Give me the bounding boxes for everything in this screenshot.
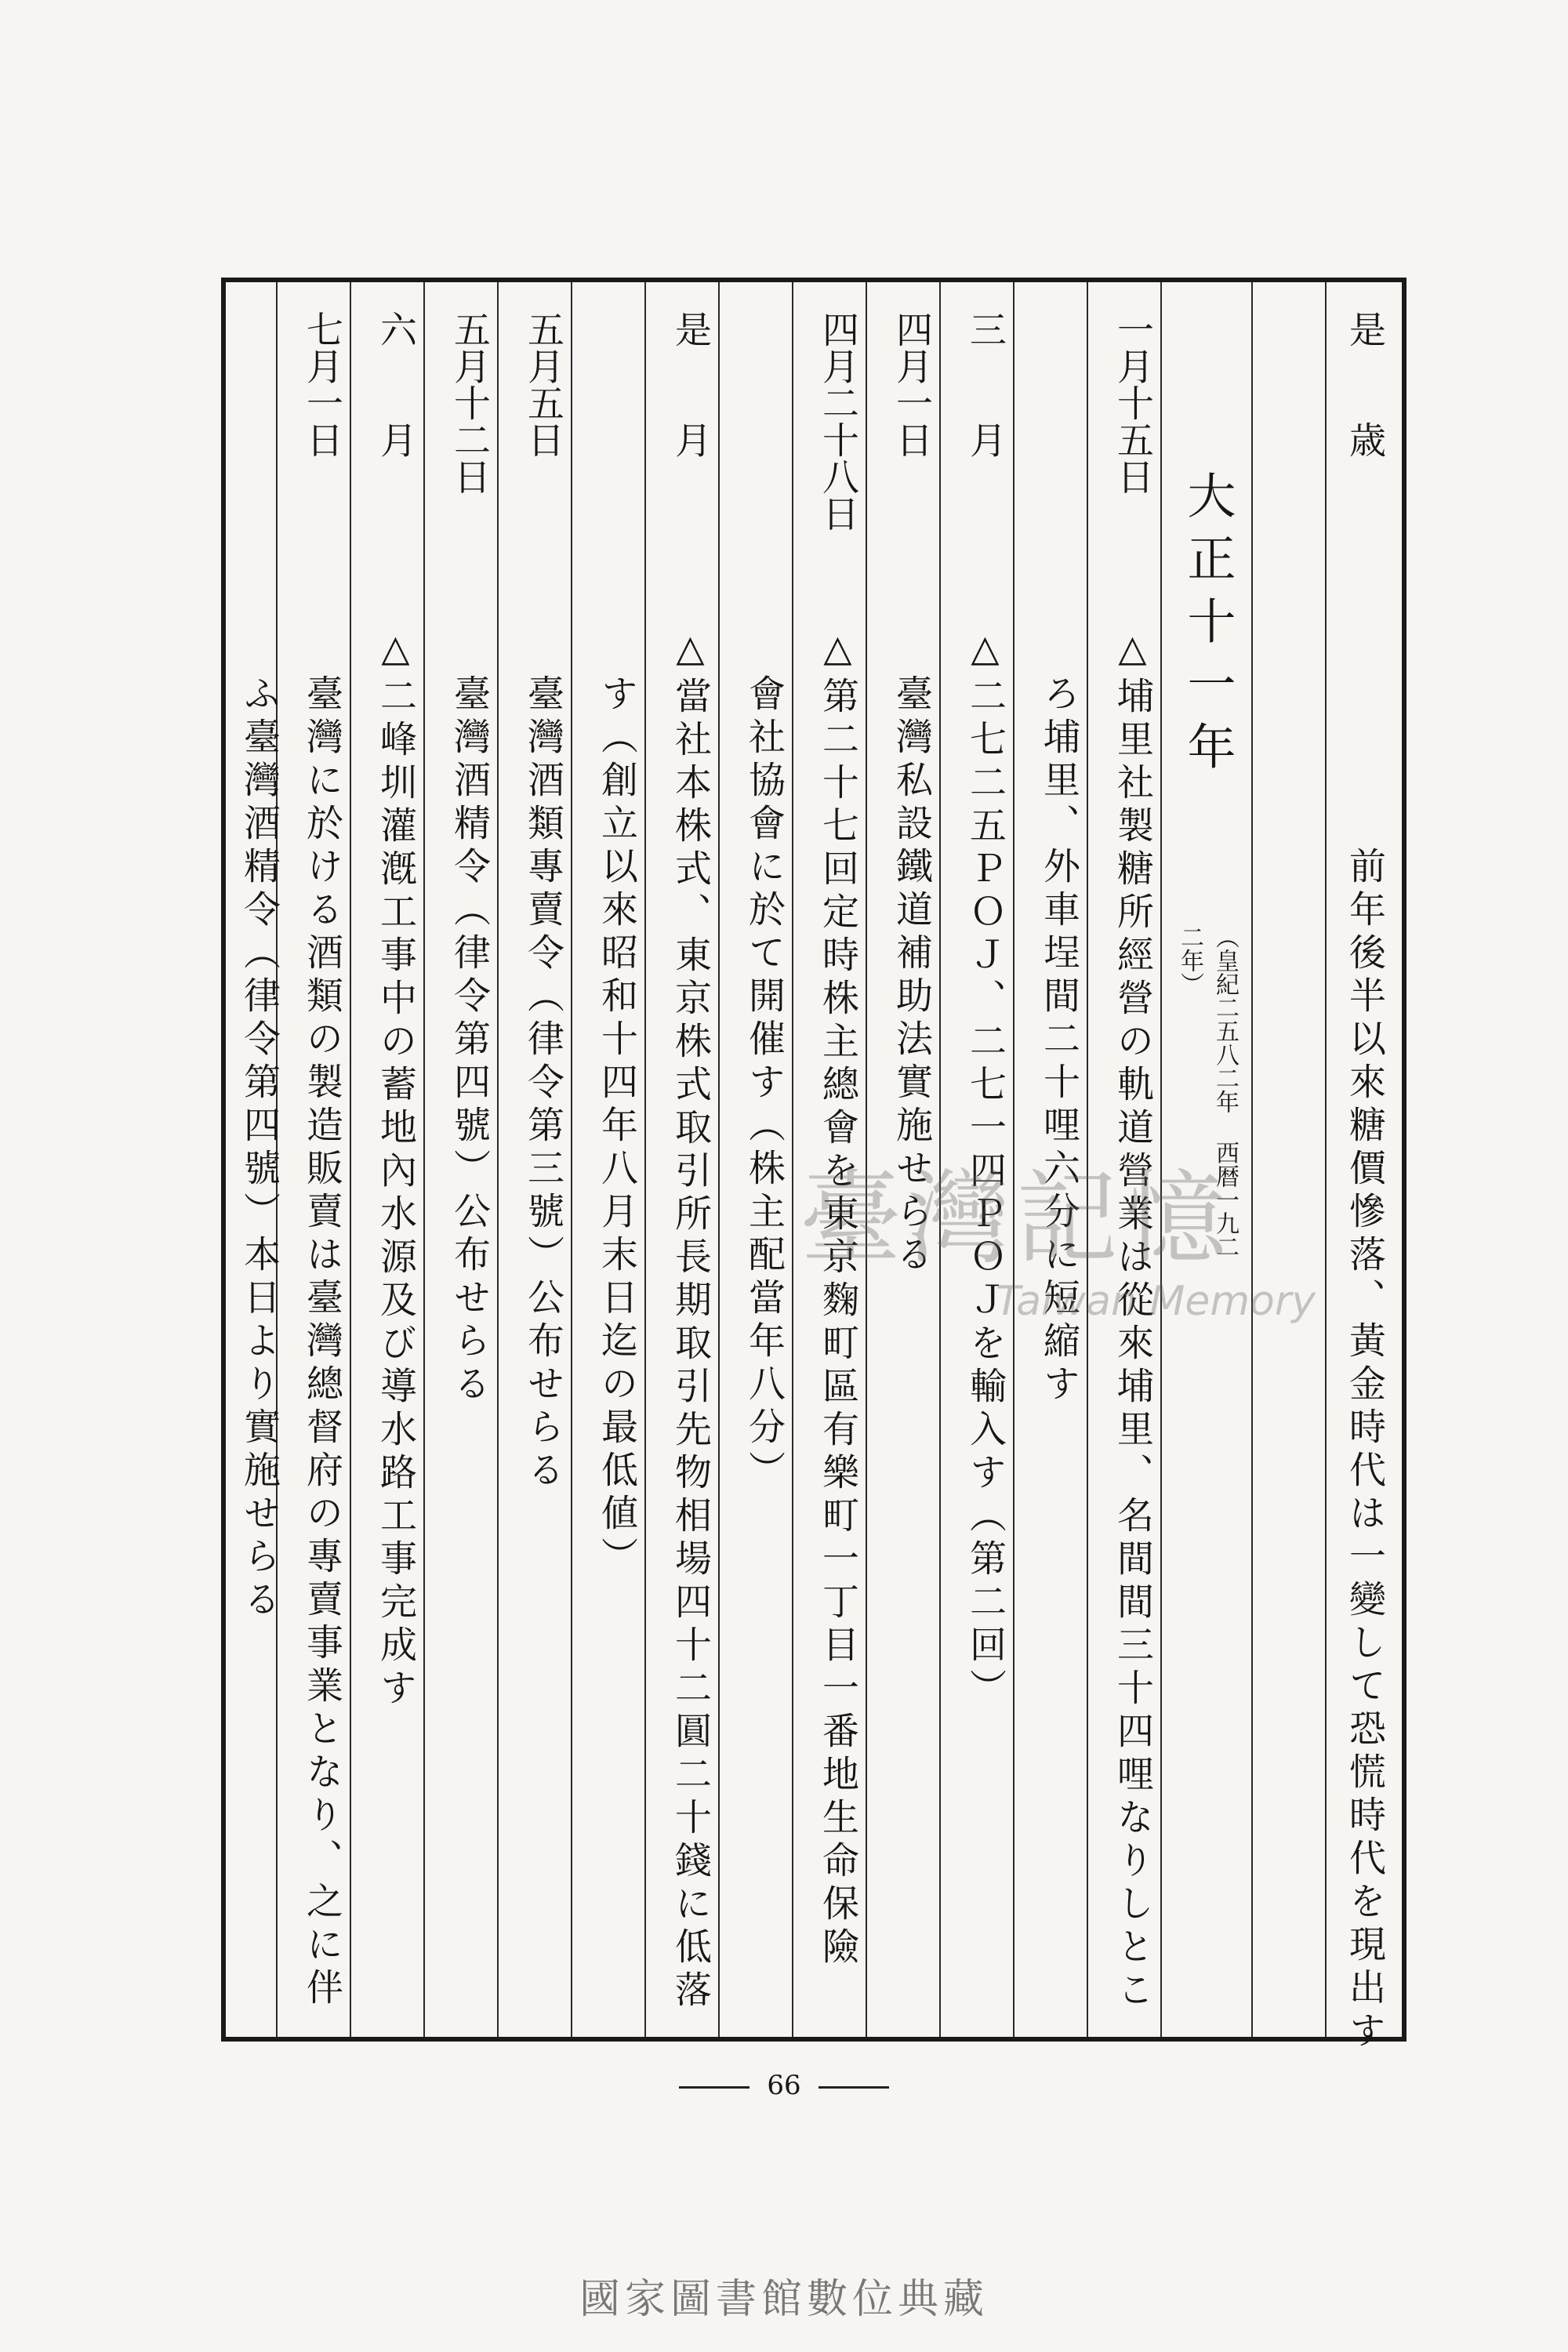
entry-text: △埔里社製糖所經營の軌道營業は從來埔里、名間間三十四哩なりしとこ	[1111, 627, 1154, 2013]
entry-date: 七月一日	[300, 310, 343, 458]
entry-date: 一月十五日	[1111, 310, 1154, 495]
entry-date: 四月二十八日	[816, 310, 859, 532]
entry-date: 是 月	[669, 310, 712, 458]
watermark-subtitle: Taiwan Memory	[996, 1278, 1316, 1325]
entry-text-continued: ふ臺灣酒精令（律令第四號）本日より實施せらる	[238, 674, 281, 1623]
page-number	[0, 2070, 1568, 2101]
entry-text: △第二十七回定時株主總會を東京麴町區有樂町一丁目一番地生命保險	[816, 627, 859, 1970]
watermark-title: 臺灣記憶	[800, 1159, 1233, 1278]
page-number-dash	[679, 2086, 750, 2089]
entry-text-continued: 會社協會に於て開催す（株主配當年八分）	[742, 674, 786, 1494]
library-footer: 國家圖書館數位典藏	[579, 2276, 989, 2323]
entry-text-continued: ろ埔里、外車埕間二十哩六分に短縮す	[1037, 674, 1080, 1407]
entry-date: 六 月	[374, 310, 417, 458]
entry-date: 是 歳	[1343, 310, 1386, 458]
entry-text: 臺灣に於ける酒類の製造販賣は臺灣總督府の專賣事業となり、之に伴	[300, 674, 343, 2011]
entry-date: 五月五日	[521, 310, 564, 458]
entry-text: △當社本株式、東京株式取引所長期取引先物相場四十二圓二十錢に低落	[669, 627, 712, 2013]
entry-text: 臺灣私設鐵道補助法實施せらる	[890, 674, 933, 1278]
entry-text: 前年後半以來糖價慘落、黃金時代は一變して恐慌時代を現出す	[1343, 847, 1386, 2054]
entry-text-continued: す（創立以來昭和十四年八月末日迄の最低値）	[595, 674, 638, 1580]
entry-date: 三 月	[964, 310, 1007, 458]
page-number-dash	[818, 2086, 889, 2089]
entry-text: 臺灣酒精令（律令第四號）公布せらる	[448, 674, 491, 1407]
era-imperial-note: （皇紀二五八二年 西暦一九二二年）	[1176, 925, 1239, 1258]
entry-text: 臺灣酒類專賣令（律令第三號）公布せらる	[521, 674, 564, 1494]
entry-text: △二峰圳灌漑工事中の蓄地內水源及び導水路工事完成す	[374, 627, 417, 1711]
watermark-logo	[800, 1137, 1348, 1356]
entry-date: 四月一日	[890, 310, 933, 458]
page-number-value: 66	[767, 2070, 801, 2101]
era-heading: 大正十一年	[1179, 470, 1236, 784]
entry-date: 五月十二日	[448, 310, 491, 495]
entry-text: △二七二五ＰＯＪ、二七一四ＰＯＪを輸入す（第二回）	[964, 627, 1007, 1711]
